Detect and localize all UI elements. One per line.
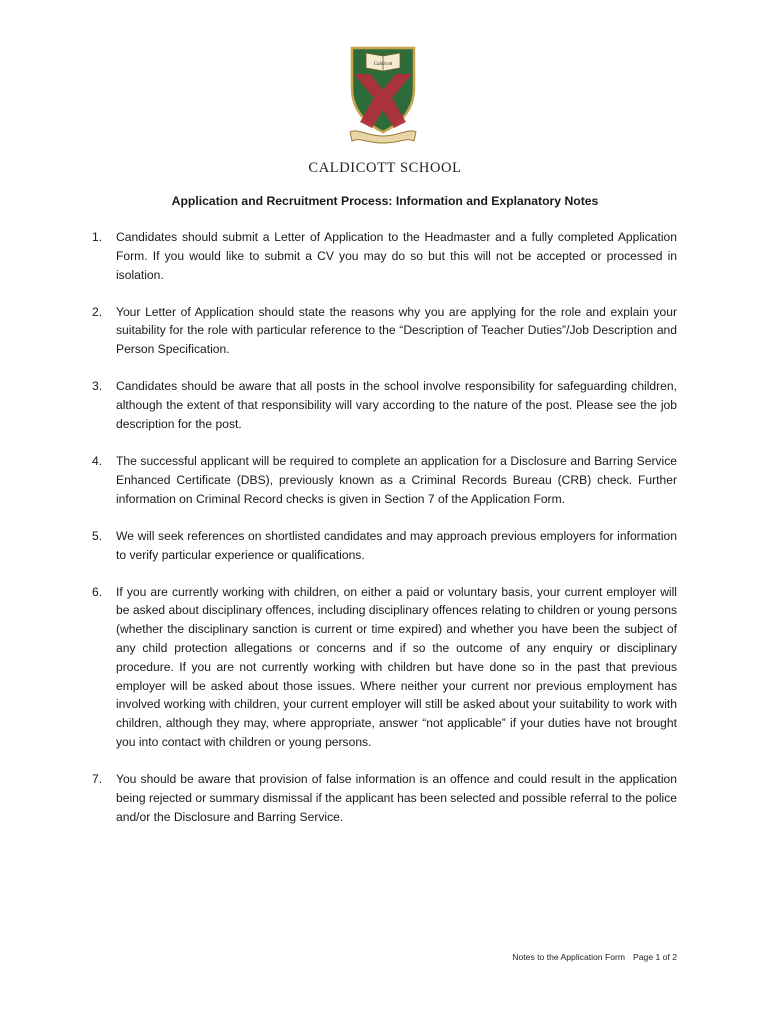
note-item bbox=[92, 583, 677, 752]
note-text: We will seek references on shortlisted candidates and may approach previous employers for information to verify particular experience or qualifications. bbox=[116, 528, 677, 562]
note-text: You should be aware that provision of false information is an offence and could result in the application being rejected or summary dismissal if the applicant has been selected and possible referral to the police and/or the Disclosure and Barring Service. bbox=[116, 772, 677, 824]
note-number: 5. bbox=[92, 528, 103, 543]
notes-list bbox=[92, 228, 677, 845]
school-crest-logo bbox=[344, 44, 422, 146]
note-number: 6. bbox=[92, 584, 103, 599]
page-footer bbox=[512, 952, 677, 962]
note-number: 7. bbox=[92, 772, 103, 787]
note-number: 2. bbox=[92, 304, 103, 319]
note-item bbox=[92, 303, 677, 359]
footer-label: Notes to the Application Form bbox=[512, 952, 626, 962]
note-text: The successful applicant will be required to complete an application for a Disclosure and Barring Service Enhanced Certificate (DBS), previously known as a Criminal Records Bureau (CRB) check. Further information on Criminal Record checks is given in Section 7 of the Application Form. bbox=[116, 454, 677, 506]
note-number: 4. bbox=[92, 454, 103, 469]
note-item bbox=[92, 228, 677, 284]
page-number: Page 1 of 2 bbox=[633, 952, 677, 962]
note-number: 3. bbox=[92, 379, 103, 394]
note-text: Your Letter of Application should state the reasons why you are applying for the role and explain your suitability for the role with particular reference to the “Description of Teacher Duties”/Job Description and Person Specification. bbox=[116, 304, 677, 357]
school-name: CALDICOTT SCHOOL bbox=[308, 160, 462, 176]
note-item bbox=[92, 377, 677, 433]
crest-book-text: Caldicott bbox=[373, 62, 393, 67]
note-item bbox=[92, 527, 677, 565]
note-text: Candidates should be aware that all posts in the school involve responsibility for safeguarding children, although the extent of that responsibility will vary according to the nature of the post. Please see the job description for the post. bbox=[116, 379, 677, 431]
note-number: 1. bbox=[92, 230, 103, 244]
note-item bbox=[92, 452, 677, 508]
document-title: Application and Recruitment Process: Information and Explanatory Notes bbox=[171, 194, 599, 208]
note-item bbox=[92, 770, 677, 826]
note-text: Candidates should submit a Letter of Application to the Headmaster and a fully completed Application Form. If you would like to submit a CV you may do so but this will not be accepted or processed in isolation. bbox=[116, 230, 677, 282]
note-text: If you are currently working with children, on either a paid or voluntary basis, your current employer will be asked about disciplinary offences, including disciplinary offences relating to children or young persons (whether the disciplinary sanction is current or time expired) and whether you have been the subject of any child protection allegations or concerns and if so the outcome of any enquiry or disciplinary procedure. If you are not currently working with children but have done so in the past that previous employer will be asked about those issues. Where neither your current nor previous employment has involved working with children, your current employer will still be asked about your suitability to work with children, although they may, where appropriate, answer “not applicable” if your duties have not brought you into contact with children or young persons. bbox=[116, 584, 677, 750]
